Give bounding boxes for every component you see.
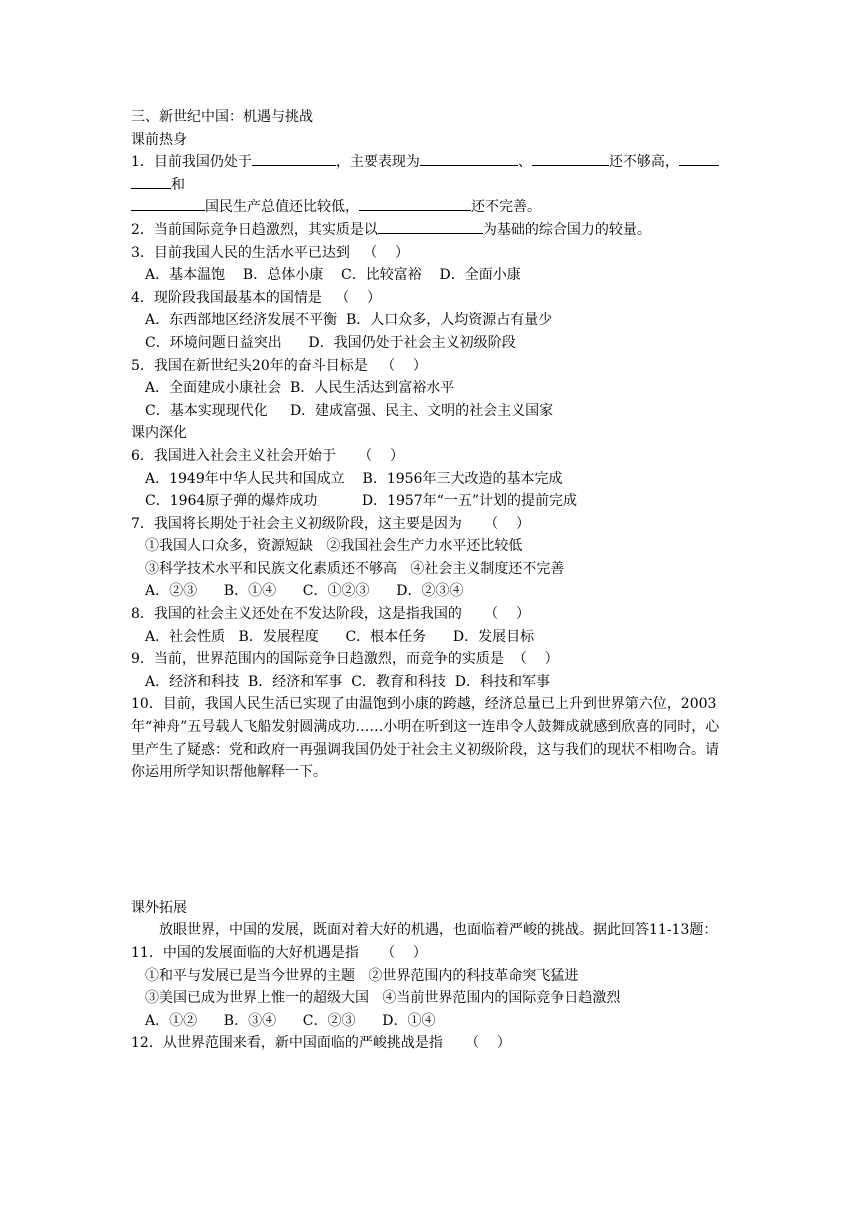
- answer-blank[interactable]: [679, 151, 719, 166]
- question-4-options-1: A．东西部地区经济发展不平衡 B．人口众多，人均资源占有量少: [145, 312, 553, 329]
- answer-blank[interactable]: [378, 219, 483, 234]
- answer-blank[interactable]: [131, 174, 171, 189]
- question-9-stem: 9．当前，世界范围内的国际竞争日趋激烈，而竞争的实质是 （ ）: [131, 651, 559, 668]
- section-title: 三、新世纪中国：机遇与挑战: [131, 109, 313, 125]
- question-3-stem: 3．目前我国人民的生活水平已达到 （ ）: [131, 244, 410, 261]
- answer-blank[interactable]: [131, 196, 205, 211]
- question-6-options-1: A．1949年中华人民共和国成立 B．1956年三大改造的基本完成: [145, 470, 563, 487]
- section-heading-inclass: 课内深化: [131, 425, 187, 442]
- question-6-options-2: C．1964原子弹的爆炸成功 D．1957年“一五”计划的提前完成: [145, 493, 578, 510]
- answer-blank[interactable]: [252, 151, 336, 166]
- question-8-options: A．社会性质 B．发展程度 C．根本任务 D．发展目标: [145, 628, 535, 645]
- question-8-stem: 8．我国的社会主义还处在不发达阶段，这是指我国的 （ ）: [131, 606, 530, 623]
- question-3-options: A．基本温饱 B．总体小康 C．比较富裕 D．全面小康: [145, 267, 521, 284]
- question-11-stem: 11．中国的发展面临的大好机遇是指 （ ）: [131, 945, 427, 961]
- question-10: 10．目前，我国人民生活已实现了由温饱到小康的跨越，经济总量已上升到世界第六位，2003年“神舟”五号载人飞船发射圆满成功……小明在听到这一连串令人鼓舞成就感到欣喜的同时，心里产生了疑惑：党和政府一再强调我国仍处于社会主义初级阶段，这与我们的现状不相吻合。请你运用所学知识帮他解释一下。: [131, 696, 720, 781]
- section-heading-extension: 课外拓展: [131, 899, 187, 916]
- question-5-options-2: C．基本实现现代化 D．建成富强、民主、文明的社会主义国家: [145, 402, 554, 419]
- section-heading-warmup: 课前热身: [131, 131, 187, 148]
- question-11-statement-2: ③美国已成为世界上惟一的超级大国 ④当前世界范围内的国际竞争日趋激烈: [145, 990, 621, 1007]
- question-12-stem: 12．从世界范围来看，新中国面临的严峻挑战是指 （ ）: [131, 1035, 511, 1052]
- question-1-line-3: 国民生产总值还比较低， 还不完善。: [131, 196, 731, 219]
- question-1-line-1: 1．目前我国仍处于 ，主要表现为 、 还不够高，: [131, 151, 731, 174]
- question-7-options: A．②③ B．①④ C．①②③ D．②③④: [145, 583, 464, 600]
- answer-blank[interactable]: [420, 151, 518, 166]
- question-7-statement-2: ③科学技术水平和民族文化素质还不够高 ④社会主义制度还不完善: [145, 560, 565, 577]
- answer-space[interactable]: [131, 784, 731, 897]
- question-11-options: A．①② B．③④ C．②③ D．①④: [145, 1012, 436, 1029]
- intro-paragraph: 放眼世界，中国的发展，既面对着大好的机遇，也面临着严峻的挑战。据此回答11-13题：: [159, 922, 718, 939]
- question-1-line-2: 和: [131, 174, 731, 197]
- question-9-options: A．经济和科技 B．经济和军事 C．教育和科技 D．科技和军事: [145, 673, 551, 690]
- answer-blank[interactable]: [532, 151, 609, 166]
- question-7-statement-1: ①我国人口众多，资源短缺 ②我国社会生产力水平还比较低: [145, 538, 523, 555]
- question-4-options-2: C．环境问题日益突出 D．我国仍处于社会主义初级阶段: [145, 334, 516, 351]
- worksheet: [131, 106, 731, 1055]
- question-11-statement-1: ①和平与发展已是当今世界的主题 ②世界范围内的科技革命突飞猛进: [145, 967, 579, 984]
- question-5-stem: 5．我国在新世纪头20年的奋斗目标是 （ ）: [131, 357, 427, 374]
- question-7-stem: 7．我国将长期处于社会主义初级阶段，这主要是因为 （ ）: [131, 515, 530, 532]
- question-4-stem: 4．现阶段我国最基本的国情是 （ ）: [131, 289, 382, 306]
- question-2: 2．当前国际竞争日趋激烈，其实质是以 为基础的综合国力的较量。: [131, 219, 731, 242]
- question-5-options-1: A．全面建成小康社会 B．人民生活达到富裕水平: [145, 380, 455, 397]
- question-6-stem: 6．我国进入社会主义社会开始于 （ ）: [131, 447, 404, 464]
- answer-blank[interactable]: [359, 196, 471, 211]
